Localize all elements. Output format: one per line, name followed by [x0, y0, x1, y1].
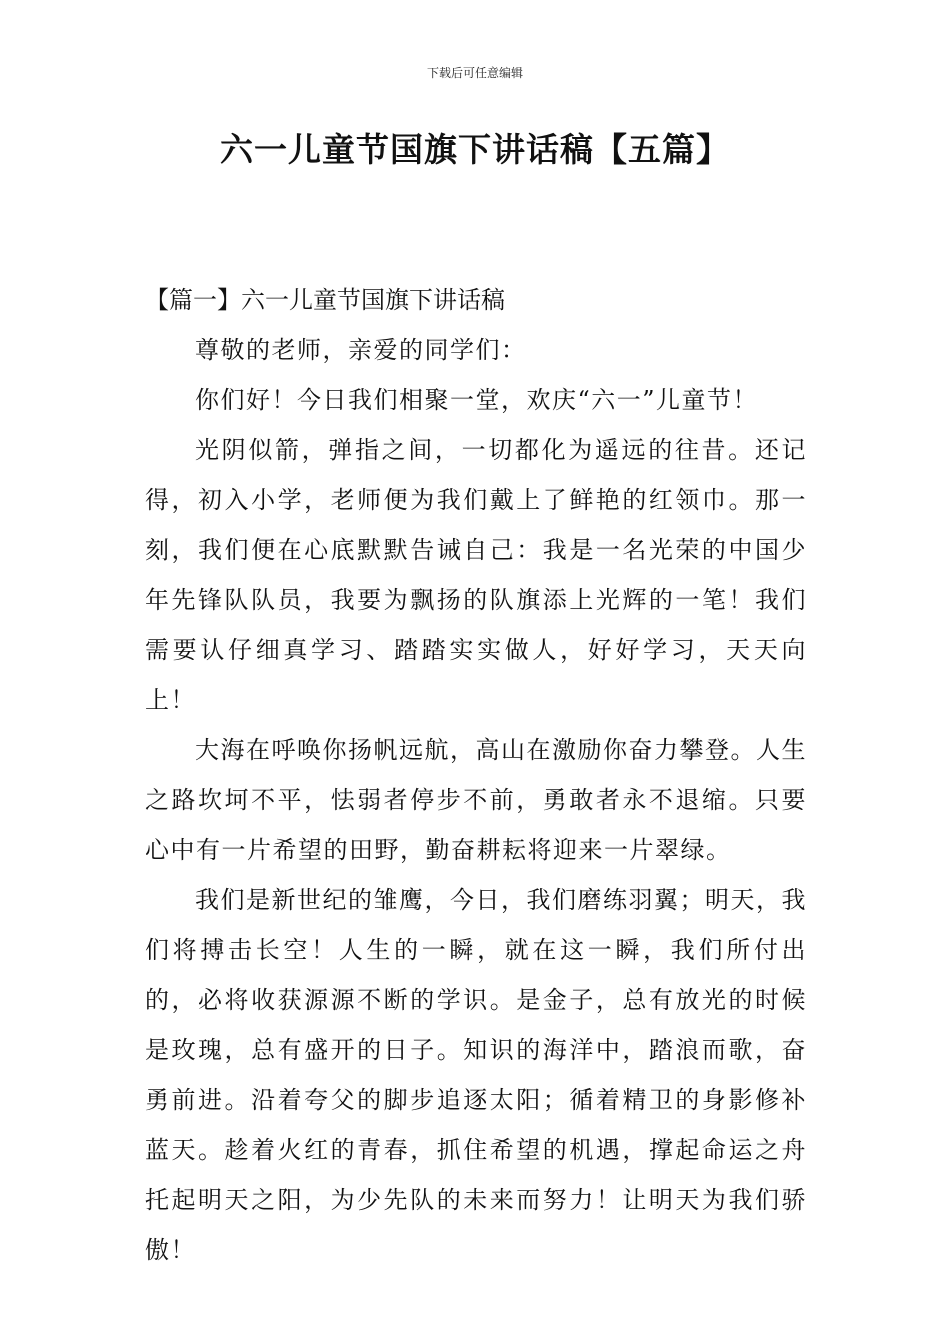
document-body [145, 275, 807, 1275]
body-paragraph: 我们是新世纪的雏鹰，今日，我们磨练羽翼；明天，我们将搏击长空！人生的一瞬，就在这一瞬，我们所付出的，必将收获源源不断的学识。是金子，总有放光的时候是玫瑰，总有盛开的日子。知识的海洋中，踏浪而歌，奋勇前进。沿着夸父的脚步追逐太阳；循着精卫的身影修补蓝天。趁着火红的青春，抓住希望的机遇，撑起命运之舟托起明天之阳，为少先队的未来而努力！让明天为我们骄傲！ [145, 886, 807, 1264]
document-title: 六一儿童节国旗下讲话稿【五篇】 [220, 130, 730, 169]
body-paragraph: 光阴似箭，弹指之间，一切都化为遥远的往昔。还记得，初入小学，老师便为我们戴上了鲜艳的红领巾。那一刻，我们便在心底默默告诫自己：我是一名光荣的中国少年先锋队队员，我要为飘扬的队旗添上光辉的一笔！我们需要认仔细真学习、踏踏实实做人，好好学习，天天向上！ [145, 436, 807, 714]
salutation-paragraph: 尊敬的老师，亲爱的同学们： [195, 336, 527, 364]
section-heading: 【篇一】六一儿童节国旗下讲话稿 [145, 286, 505, 314]
body-paragraph: 大海在呼唤你扬帆远航，高山在激励你奋力攀登。人生之路坎坷不平，怯弱者停步不前，勇敢者永不退缩。只要心中有一片希望的田野，勤奋耕耘将迎来一片翠绿。 [145, 736, 807, 864]
header-note: 下载后可任意编辑 [426, 66, 523, 80]
greeting-paragraph: 你们好！今日我们相聚一堂，欢庆“六一”儿童节！ [195, 386, 759, 414]
